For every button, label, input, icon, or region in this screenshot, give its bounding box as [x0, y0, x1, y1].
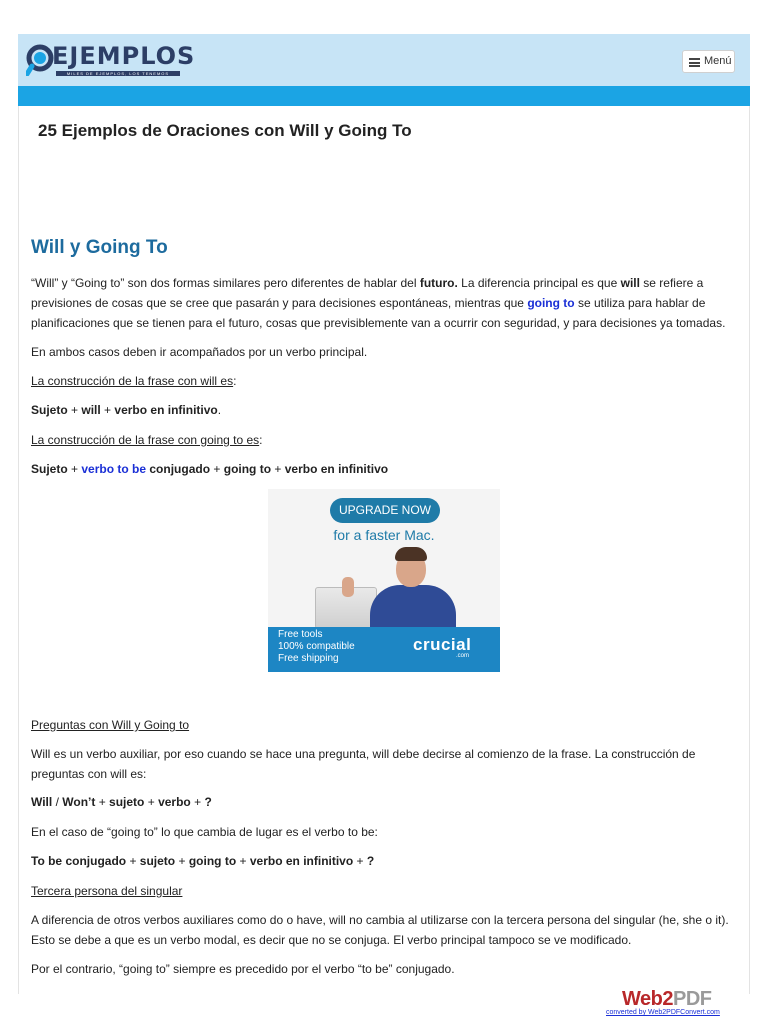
logo-tagline: MILES DE EJEMPLOS, LOS TENEMOS: [56, 71, 180, 76]
construct-will-label: La construcción de la frase con will es:: [31, 374, 237, 388]
web2pdf-badge[interactable]: [606, 988, 750, 1020]
ad-brand-suffix: .com: [456, 653, 470, 659]
preguntas-label: Preguntas con Will y Going to: [31, 718, 190, 732]
ad-benefits: Free tools 100% compatible Free shipping: [278, 629, 355, 664]
hamburger-icon: [689, 58, 700, 67]
web2pdf-logo: Web2PDF: [622, 988, 712, 1010]
crucial-ad-banner[interactable]: [268, 489, 500, 672]
menu-button-label: Menú: [704, 55, 732, 67]
section-title: Will y Going To: [31, 237, 168, 258]
ad-brand-logo: crucial: [413, 635, 472, 654]
formula-going: Sujeto + verbo to be conjugado + going to + verbo en infinitivo: [31, 462, 389, 476]
tercera-label: Tercera persona del singular: [31, 884, 183, 898]
intro-paragraph: “Will” y “Going to” son dos formas similares pero diferentes de hablar del futuro. La diferencia principal es que will se refiere a previsiones de cosas que se cree que pasarán y para decisiones espontáneas, mientras que going to se utiliza para hablar de planificaciones que se tienen para el futuro, cosas que previsiblemente van a ocurrir con seguridad, y para decisiones ya tomadas.: [31, 276, 726, 330]
ad-tagline: for a faster Mac.: [333, 527, 435, 543]
menu-button[interactable]: [682, 50, 735, 73]
ad-person-hair: [395, 547, 427, 561]
accent-bar: [18, 86, 750, 106]
construct-going-label: La construcción de la frase con going to es:: [31, 433, 263, 447]
formula-question-will: Will / Won’t + sujeto + verbo + ?: [31, 795, 212, 809]
preguntas-paragraph: Will es un verbo auxiliar, por eso cuando se hace una pregunta, will debe decirse al comienzo de la frase. La construcción de preguntas con will es:: [31, 747, 696, 781]
formula-question-going: To be conjugado + sujeto + going to + verbo en infinitivo + ?: [31, 854, 375, 868]
site-header: [18, 34, 750, 86]
ad-person-arm: [342, 577, 354, 597]
tercera-paragraph: A diferencia de otros verbos auxiliares como do o have, will no cambia al utilizarse con la tercera persona del singular (he, she o it). Esto se debe a que es un verbo modal, es decir que no se conjuga. El verbo principal tampoco se ve modificado.: [31, 913, 729, 947]
going-question-paragraph: En el caso de “going to” lo que cambia de lugar es el verbo to be:: [31, 825, 378, 839]
going-to-highlight: going to: [527, 296, 575, 310]
logo-text: EJEMPLOS: [52, 42, 196, 70]
contrario-paragraph: Por el contrario, “going to” siempre es precedido por el verbo “to be” conjugado.: [31, 962, 455, 976]
site-logo[interactable]: [26, 42, 196, 78]
both-cases-paragraph: En ambos casos deben ir acompañados por un verbo principal.: [31, 345, 368, 359]
formula-will: Sujeto + will + verbo en infinitivo.: [31, 403, 222, 417]
page-title: 25 Ejemplos de Oraciones con Will y Going To: [38, 121, 412, 140]
web2pdf-link[interactable]: converted by Web2PDFConvert.com: [606, 1009, 720, 1016]
ad-upgrade-button[interactable]: UPGRADE NOW: [330, 498, 440, 523]
